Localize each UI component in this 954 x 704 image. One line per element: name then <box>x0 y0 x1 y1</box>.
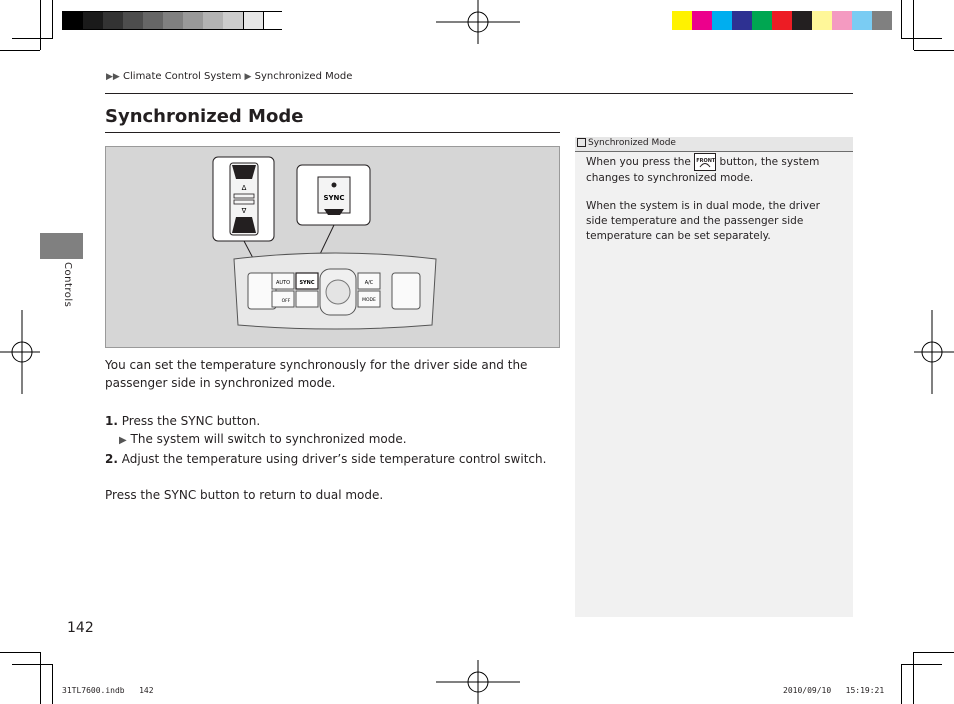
footer-file <box>62 686 154 695</box>
ac-button-label: A/C <box>364 280 374 286</box>
color-swatch <box>63 12 83 29</box>
climate-control-figure <box>105 146 560 348</box>
registration-mark-top <box>436 0 520 50</box>
color-swatch <box>812 11 832 30</box>
registration-mark-left <box>0 310 44 394</box>
sync-callout-label: SYNC <box>323 194 345 202</box>
color-swatch <box>143 12 163 29</box>
note-text: When you press the <box>586 156 691 168</box>
footer-timestamp <box>783 686 884 695</box>
step-number: 1. <box>105 414 118 428</box>
note-heading-text: Synchronized Mode <box>588 138 676 148</box>
footer-time: 15:19:21 <box>845 686 885 695</box>
color-swatch <box>243 12 264 29</box>
grayscale-bar <box>62 11 282 30</box>
note-icon <box>577 138 586 147</box>
step-1-result <box>119 431 559 450</box>
color-bar <box>672 11 892 30</box>
step-number: 2. <box>105 452 118 466</box>
result-arrow-icon: ▶ <box>119 435 127 446</box>
title-rule <box>105 132 560 133</box>
outro-paragraph: Press the SYNC button to return to dual mode. <box>105 488 384 502</box>
footer-page: 142 <box>139 686 154 695</box>
color-swatch <box>103 12 123 29</box>
color-swatch <box>163 12 183 29</box>
color-swatch <box>183 12 203 29</box>
note-paragraph-1 <box>586 153 844 186</box>
color-swatch <box>772 11 792 30</box>
breadcrumb-arrow-icon: ▶ <box>244 72 252 82</box>
section-tab <box>40 233 83 259</box>
color-swatch <box>832 11 852 30</box>
note-text: button, the system changes to synchronized mode. <box>586 156 820 184</box>
off-button-label: OFF <box>281 299 291 304</box>
footer-date: 2010/09/10 <box>783 686 832 695</box>
mode-button-label: MODE <box>362 298 376 303</box>
color-swatch <box>732 11 752 30</box>
color-swatch <box>852 11 872 30</box>
color-swatch <box>672 11 692 30</box>
color-swatch <box>692 11 712 30</box>
footer-filename: 31TL7600.indb <box>62 686 125 695</box>
header-rule <box>105 93 853 94</box>
step-2 <box>105 451 560 469</box>
step-result-text: The system will switch to synchronized mode. <box>130 432 407 446</box>
climate-panel-illustration <box>106 147 561 349</box>
note-heading <box>577 137 676 149</box>
front-defrost-label: FRONT <box>696 158 716 164</box>
section-tab-label: Controls <box>62 262 73 308</box>
color-swatch <box>712 11 732 30</box>
step-text: Adjust the temperature using driver’s side temperature control switch. <box>121 452 547 466</box>
front-defrost-button-icon <box>694 153 716 171</box>
color-swatch <box>792 11 812 30</box>
color-swatch <box>83 12 103 29</box>
sync-button-label: SYNC <box>299 280 315 286</box>
svg-text:Δ: Δ <box>241 184 247 192</box>
intro-paragraph: You can set the temperature synchronously for the driver side and the passenger side in synchronized mode. <box>105 358 528 390</box>
breadcrumb-item[interactable]: Synchronized Mode <box>254 71 353 82</box>
svg-text:∇: ∇ <box>241 207 247 215</box>
page-number: 142 <box>67 620 94 636</box>
breadcrumb-item[interactable]: Climate Control System <box>123 71 242 82</box>
breadcrumb-arrow-icon: ▶▶ <box>106 72 120 82</box>
color-swatch <box>872 11 892 30</box>
color-swatch <box>752 11 772 30</box>
page-title: Synchronized Mode <box>105 106 304 127</box>
note-paragraph-2: When the system is in dual mode, the driver side temperature and the passenger side temperature can be set separately. <box>586 200 820 242</box>
registration-mark-bottom <box>436 660 520 704</box>
color-swatch <box>263 12 284 29</box>
breadcrumb <box>106 71 352 82</box>
color-swatch <box>223 12 243 29</box>
color-swatch <box>203 12 223 29</box>
color-swatch <box>123 12 143 29</box>
registration-mark-right <box>910 310 954 394</box>
step-text: Press the SYNC button. <box>121 414 261 428</box>
auto-button-label: AUTO <box>275 280 291 286</box>
step-1 <box>105 413 560 431</box>
